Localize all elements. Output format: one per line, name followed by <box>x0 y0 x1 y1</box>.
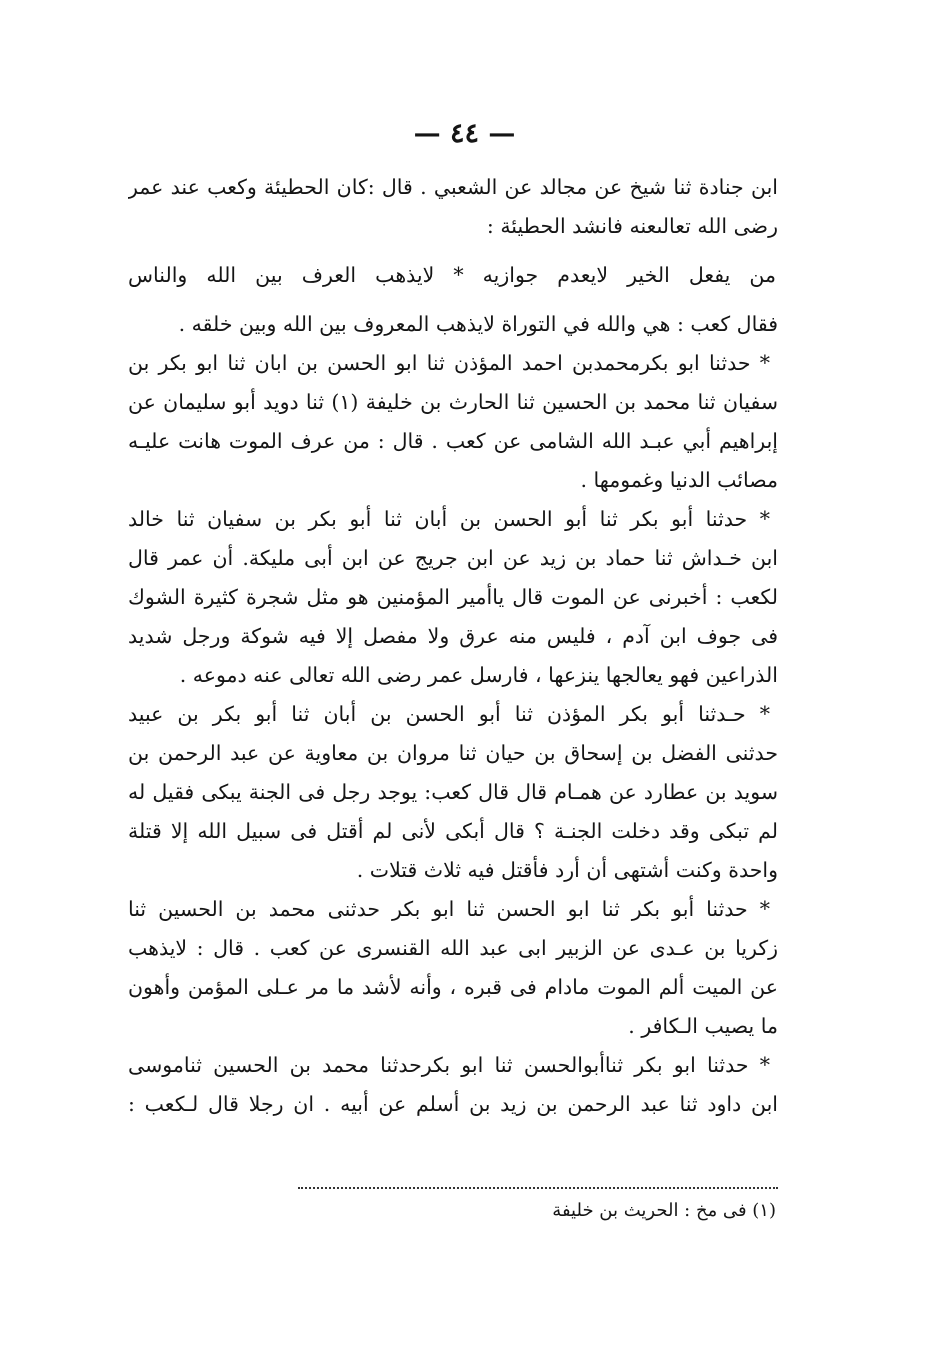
text-line: * حـدثنا أبو بكر المؤذن ثنا أبو الحسن بن أبان ثنا أبو بكر بن عبيد <box>128 702 770 726</box>
body-text <box>128 168 778 1124</box>
text-line: * حدثنا أبو بكر ثنا أبو الحسن بن أبان ثنا أبو بكر بن سفيان ثنا خالد <box>128 507 770 531</box>
text-line: الذراعين فهو يعالجها ينزعها ، فارسل عمر رضى الله تعالى عنه دموعه . <box>179 663 778 687</box>
text-line: ما يصيب الـكافر . <box>628 1014 778 1038</box>
text-line: عن الميت ألم الموت مادام فى قبره ، وأنه لأشد ما مر عـلى المؤمن وأهون <box>128 975 778 999</box>
text-line: سويد بن عطارد عن همـام قال قال كعب: يوجد رجل فى الجنة يبكى فقيل له <box>128 780 778 804</box>
text-line: ابن جنادة ثنا شيخ عن مجالد عن الشعبي . قال :كان الحطيئة وكعب عند عمر <box>128 175 778 199</box>
text-line: فقال كعب : هي والله في التوراة لايذهب المعروف بين الله وبين خلقه . <box>178 312 778 336</box>
spacer <box>128 295 778 305</box>
text-line: * حدثنا أبو بكر ثنا ابو الحسن ثنا ابو بكر حدثنى محمد بن الحسين ثنا <box>128 897 770 921</box>
text-line: واحدة وكنت أشتهى أن أرد فأقتل فيه ثلاث قتلات . <box>356 858 778 882</box>
text-line: * حدثنا ابو بكر ثناأبوالحسن ثنا ابو بكرحدثنا محمد بن الحسين ثناموسى <box>128 1053 770 1077</box>
text-line: إبراهيم أبي عبـد الله الشامى عن كعب . قال : من عرف الموت هانت عليـه <box>128 429 778 453</box>
text-line: لم تبكى وقد دخلت الجنـة ؟ قال أبكى لأنى لم أقتل فى سبيل الله إلا قتلة <box>128 819 778 843</box>
footnote-separator <box>298 1187 778 1189</box>
footnote: (١) فى مخ : الحريث بن خليفة <box>552 1200 776 1221</box>
text-line: سفيان ثنا محمد بن الحسين ثنا الحارث بن خليفة (١) ثنا دويد أبو سليمان عن <box>128 390 778 414</box>
text-line: ابن خـداش ثنا حماد بن زيد عن ابن جريج عن ابن أبى مليكة. أن عمر قال <box>128 546 778 570</box>
text-line: فى جوف ابن آدم ، فليس منه عرق ولا مفصل إلا فيه شوكة ورجل شديد <box>128 624 778 648</box>
text-line: رضى الله تعالىعنه فانشد الحطيئة : <box>486 214 778 238</box>
verse-line: من يفعل الخير لايعدم جوازيه * لايذهب العرف بين الله والناس <box>128 263 776 287</box>
text-line: ابن داود ثنا عبد الرحمن بن زيد بن أسلم عن أبيه . ان رجلا قال لـكعب : <box>128 1092 778 1116</box>
spacer <box>128 246 778 256</box>
text-line: حدثنى الفضل بن إسحاق بن حيان ثنا مروان بن معاوية عن عبد الرحمن بن <box>128 741 778 765</box>
text-line: * حدثنا ابو بكرمحمدبن احمد المؤذن ثنا ابو الحسن بن ابان ثنا ابو بكر بن <box>128 351 770 375</box>
text-line: زكريا بن عـدى عن الزبير ابى عبد الله القنسرى عن كعب . قال : لايذهب <box>128 936 778 960</box>
text-line: لكعب : أخبرنى عن الموت قال ياأمير المؤمنين هو مثل شجرة كثيرة الشوك <box>128 585 778 609</box>
text-line: مصائب الدنيا وغمومها . <box>580 468 778 492</box>
page-number: — ٤٤ — <box>413 118 516 149</box>
